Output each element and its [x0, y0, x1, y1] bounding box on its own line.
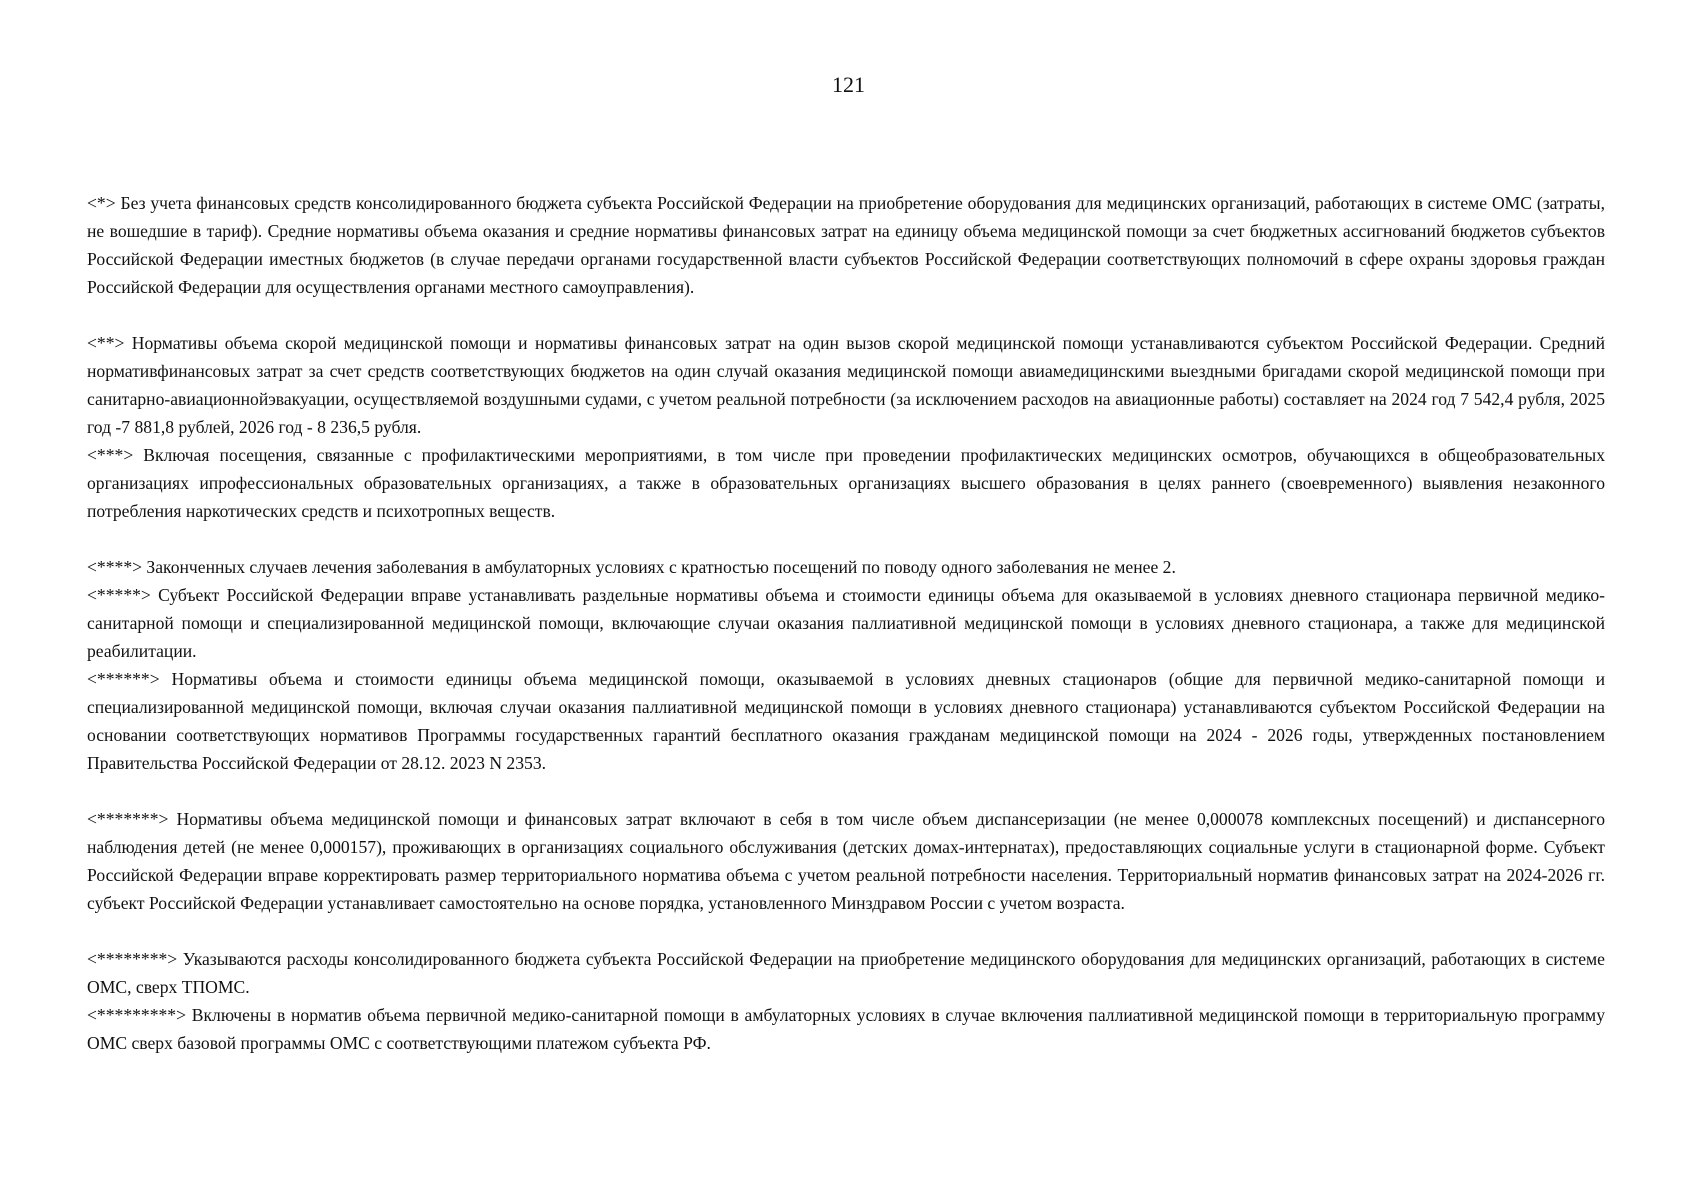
- footnote-5: <*****> Субъект Российской Федерации вправе устанавливать раздельные нормативы объема и стоимости единицы объема для оказываемой в условиях дневного стационара первичной медико-санитарной помощи и специализированной медицинской помощи, включающие случаи оказания паллиативной медицинской помощи в условиях дневного стационара, а также для медицинской реабилитации.: [87, 585, 1605, 661]
- footnote-8: <********> Указываются расходы консолидированного бюджета субъекта Российской Федерации на приобретение медицинского оборудования для медицинских организаций, работающих в системе ОМС, сверх ТПОМС.: [87, 949, 1605, 997]
- footnote-3: <***> Включая посещения, связанные с профилактическими мероприятиями, в том числе при проведении профилактических медицинских осмотров, обучающихся в общеобразовательных организациях ипрофессиональных образовательных организациях, а также в образовательных организациях высшего образования в целях раннего (своевременного) выявления незаконного потребления наркотических средств и психотропных веществ.: [87, 445, 1605, 521]
- footnote-9: <*********> Включены в норматив объема первичной медико-санитарной помощи в амбулаторных условиях в случае включения паллиативной медицинской помощи в территориальную программу ОМС сверх базовой программы ОМС с соответствующими платежом субъекта РФ.: [87, 1005, 1605, 1053]
- footnotes: [87, 189, 1605, 1057]
- footnote-1: <*> Без учета финансовых средств консолидированного бюджета субъекта Российской Федерации на приобретение оборудования для медицинских организаций, работающих в системе ОМС (затраты, не вошедшие в тариф). Средние нормативы объема оказания и средние нормативы финансовых затрат на единицу объема медицинской помощи за счет бюджетных ассигнований бюджетов субъектов Российской Федерации иместных бюджетов (в случае передачи органами государственной власти субъектов Российской Федерации соответствующих полномочий в сфере охраны здоровья граждан Российской Федерации для осуществления органами местного самоуправления).: [87, 193, 1605, 297]
- footnote-7: <*******> Нормативы объема медицинской помощи и финансовых затрат включают в себя в том числе объем диспансеризации (не менее 0,000078 комплексных посещений) и диспансерного наблюдения детей (не менее 0,000157), проживающих в организациях социального обслуживания (детских домах-интернатах), предоставляющих социальные услуги в стационарной форме. Субъект Российской Федерации вправе корректировать размер территориального норматива объема с учетом реальной потребности населения. Территориальный норматив финансовых затрат на 2024-2026 гг. субъект Российской Федерации устанавливает самостоятельно на основе порядка, установленного Минздравом России с учетом возраста.: [87, 809, 1605, 913]
- footnote-2: <**> Нормативы объема скорой медицинской помощи и нормативы финансовых затрат на один вызов скорой медицинской помощи устанавливаются субъектом Российской Федерации. Средний нормативфинансовых затрат за счет средств соответствующих бюджетов на один случай оказания медицинской помощи авиамедицинскими выездными бригадами скорой медицинской помощи при санитарно-авиационнойэвакуации, осуществляемой воздушными судами, с учетом реальной потребности (за исключением расходов на авиационные работы) составляет на 2024 год 7 542,4 рубля, 2025 год -7 881,8 рублей, 2026 год - 8 236,5 рубля.: [87, 333, 1605, 437]
- page-number: 121: [832, 72, 865, 97]
- footnote-6: <******> Нормативы объема и стоимости единицы объема медицинской помощи, оказываемой в условиях дневных стационаров (общие для первичной медико-санитарной помощи и специализированной медицинской помощи, включая случаи оказания паллиативной медицинской помощи в условиях дневного стационара) устанавливаются субъектом Российской Федерации на основании соответствующих нормативов Программы государственных гарантий бесплатного оказания гражданам медицинской помощи на 2024 - 2026 годы, утвержденных постановлением Правительства Российской Федерации от 28.12. 2023 N 2353.: [87, 669, 1605, 773]
- footnote-4: <****> Законченных случаев лечения заболевания в амбулаторных условиях с кратностью посещений по поводу одного заболевания не менее 2.: [87, 557, 1176, 577]
